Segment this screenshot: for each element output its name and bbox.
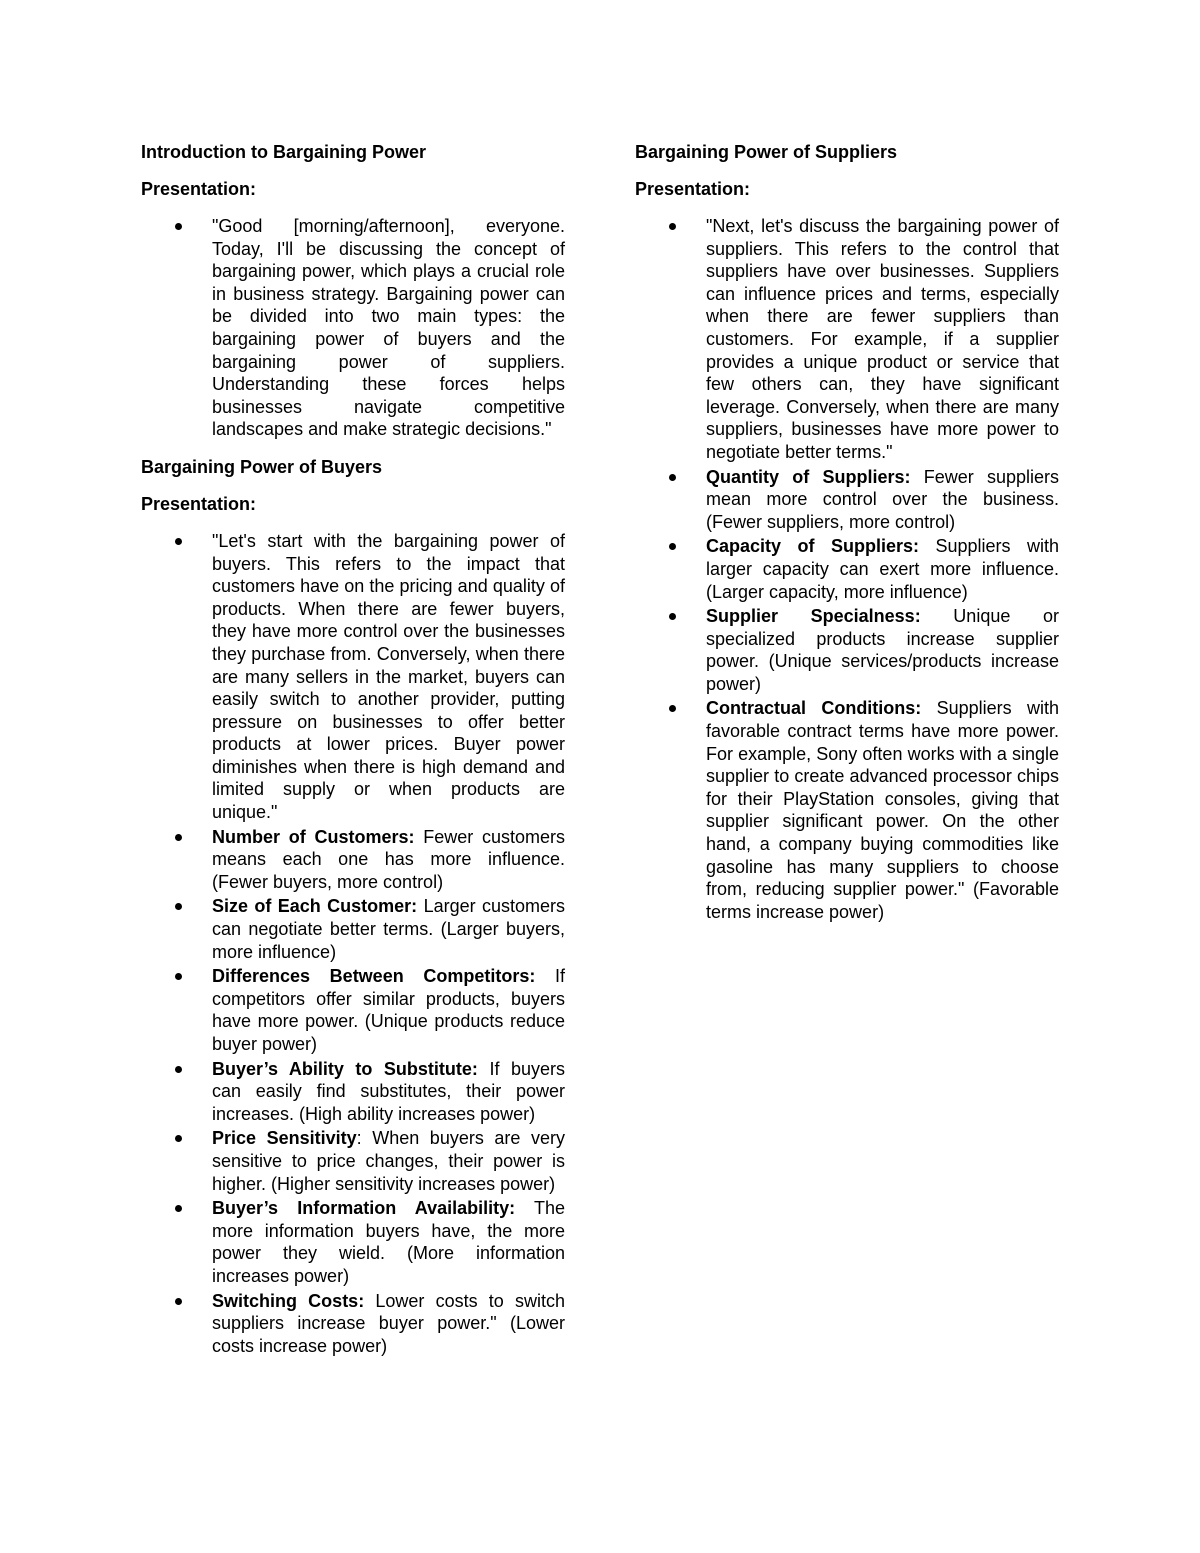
list-item: [141, 530, 565, 824]
item-label: Buyer’s Information Availability:: [212, 1198, 516, 1219]
item-text: Lower costs to switch suppliers increase buyer power." (Lower costs increase power): [212, 1290, 566, 1356]
list-item: [141, 965, 565, 1055]
item-label: Number of Customers:: [212, 826, 415, 847]
bullet-icon: [175, 1135, 182, 1142]
list-item: [635, 466, 1059, 534]
item-label: Quantity of Suppliers:: [706, 466, 911, 487]
item-text: : When buyers are very sensitive to price changes, their power is higher. (Higher sensitivity increases power): [212, 1128, 565, 1194]
list-item: [141, 895, 565, 963]
bullet-icon: [669, 223, 676, 230]
buyers-intro-text: "Let's start with the bargaining power of buyers. This refers to the impact that customers have on the pricing and quality of products. When there are fewer buyers, they have more control over the businesses they purchase from. Conversely, when there are many sellers in the market, buyers can easily switch to another provider, putting pressure on businesses to offer better products at lower prices. Buyer power diminishes when there is high demand and limited supply or when products are unique.": [212, 530, 565, 823]
item-label: Buyer’s Ability to Substitute:: [212, 1058, 478, 1079]
item-label: Capacity of Suppliers:: [706, 536, 919, 557]
suppliers-list: [635, 215, 1059, 923]
bullet-icon: [669, 613, 676, 620]
list-item: [141, 1197, 565, 1287]
bullet-icon: [175, 973, 182, 980]
intro-heading: Introduction to Bargaining Power: [141, 142, 426, 162]
list-item: [635, 605, 1059, 695]
item-text: Fewer customers means each one has more influence. (Fewer buyers, more control): [212, 826, 565, 892]
suppliers-heading: Bargaining Power of Suppliers: [635, 142, 898, 162]
buyers-heading: Bargaining Power of Buyers: [141, 456, 383, 477]
bullet-icon: [175, 1205, 182, 1212]
bullet-icon: [669, 543, 676, 550]
list-item: [141, 1290, 565, 1358]
item-label: Supplier Specialness:: [706, 606, 921, 627]
buyers-list: [141, 530, 565, 1357]
bullet-icon: [669, 705, 676, 712]
item-label: Switching Costs:: [212, 1290, 365, 1311]
item-text: Suppliers with larger capacity can exert more influence. (Larger capacity, more influence): [706, 536, 1059, 602]
list-item: [635, 697, 1059, 923]
intro-text: "Good [morning/afternoon], everyone. Today, I'll be discussing the concept of bargaining power, which plays a crucial role in business strategy. Bargaining power can be divided into two main types: the bargaining power of buyers and the bargaining power of suppliers. Understanding these forces helps businesses navigate competitive landscapes and make strategic decisions.": [212, 216, 565, 440]
list-item: [141, 215, 565, 441]
suppliers-presentation-label: Presentation:: [635, 179, 751, 199]
intro-presentation-label: Presentation:: [141, 179, 257, 199]
item-label: Size of Each Customer:: [212, 896, 418, 917]
buyers-presentation-label: Presentation:: [141, 493, 257, 514]
item-label: Differences Between Competitors:: [212, 966, 536, 987]
list-item: [635, 215, 1059, 464]
right-column: [635, 140, 1059, 937]
bullet-icon: [175, 1066, 182, 1073]
list-item: [141, 1127, 565, 1195]
item-text: If competitors offer similar products, buyers have more power. (Unique products reduce buyer power): [212, 966, 565, 1054]
item-text: Suppliers with favorable contract terms have more power. For example, Sony often works with a single supplier to create advanced processor chips for their PlayStation consoles, giving that supplier significant power. On the other hand, a company buying commodities like gasoline has many suppliers to choose from, reducing supplier power." (Favorable terms increase power): [706, 698, 1059, 922]
item-label: Price Sensitivity: [212, 1128, 357, 1149]
list-item: [141, 826, 565, 894]
suppliers-intro-text: "Next, let's discuss the bargaining power of suppliers. This refers to the control that suppliers have over businesses. Suppliers can influence prices and terms, especially when there are fewer suppliers than customers. For example, if a supplier provides a unique product or service that few others can, they have significant leverage. Conversely, when there are many suppliers, businesses have more power to negotiate better terms.": [706, 216, 1059, 462]
bullet-icon: [175, 1298, 182, 1305]
item-text: Unique or specialized products increase supplier power. (Unique services/products increase power): [706, 606, 1059, 694]
left-column: [141, 140, 565, 1371]
bullet-icon: [669, 474, 676, 481]
bullet-icon: [175, 538, 182, 545]
item-text: If buyers can easily find substitutes, their power increases. (High ability increases power): [212, 1058, 565, 1124]
item-text: Fewer suppliers mean more control over the business. (Fewer suppliers, more control): [706, 466, 1059, 532]
bullet-icon: [175, 223, 182, 230]
list-item: [635, 535, 1059, 603]
list-item: [141, 1058, 565, 1126]
item-label: Contractual Conditions:: [706, 698, 922, 719]
item-text: Larger customers can negotiate better terms. (Larger buyers, more influence): [212, 896, 565, 962]
bullet-icon: [175, 903, 182, 910]
bullet-icon: [175, 834, 182, 841]
intro-list: [141, 215, 565, 441]
item-text: The more information buyers have, the more power they wield. (More information increases power): [212, 1198, 565, 1286]
